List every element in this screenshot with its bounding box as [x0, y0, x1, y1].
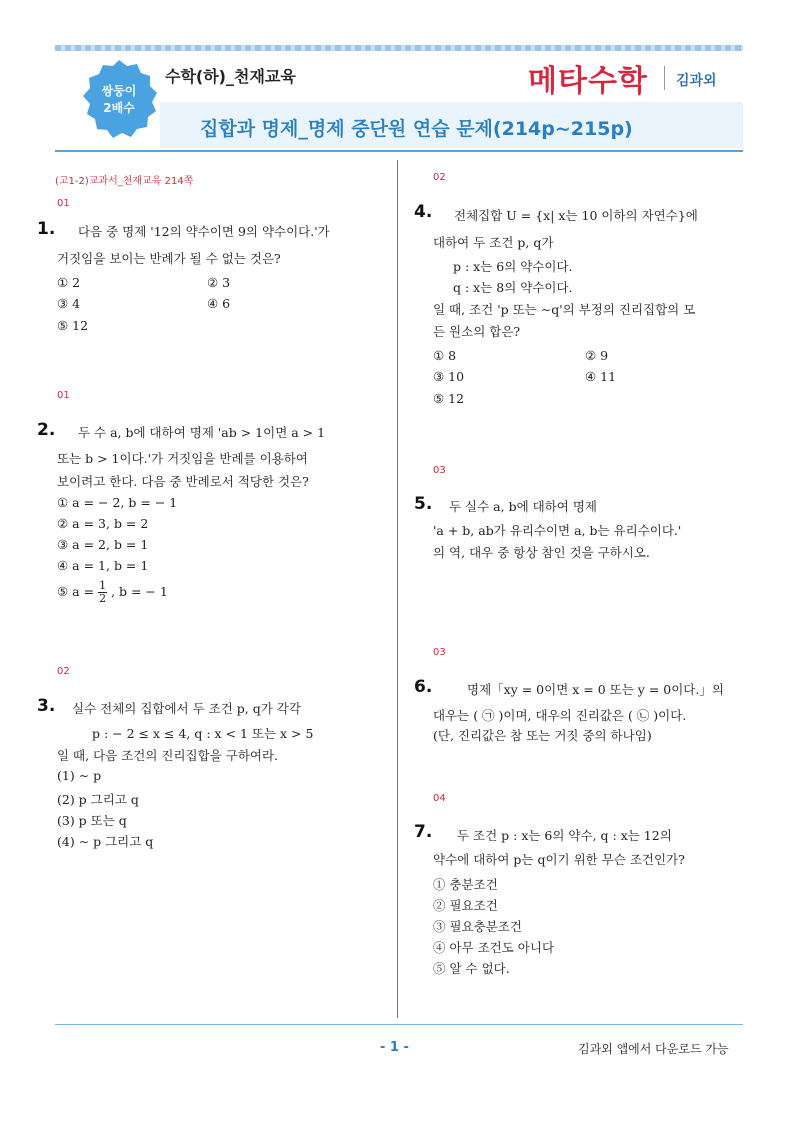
badge-line2: 2배수: [103, 101, 135, 115]
question-code: 04: [433, 793, 446, 804]
option: ③ 10: [433, 369, 465, 384]
question-text: p : − 2 ≤ x ≤ 4, q : x < 1 또는 x > 5: [92, 726, 314, 741]
question-code: 03: [433, 647, 446, 658]
question-text: 실수 전체의 집합에서 두 조건 p, q가 각각: [72, 701, 301, 716]
question-text: 대하여 두 조건 p, q가: [433, 235, 554, 250]
option: ④ a = 1, b = 1: [57, 558, 149, 573]
question-number: 7.: [414, 822, 433, 842]
option: (2) p 그리고 q: [57, 792, 139, 807]
fraction-numerator: 1: [99, 579, 107, 592]
option: (4) ∼ p 그리고 q: [57, 834, 154, 849]
option: ③ 필요충분조건: [433, 919, 522, 934]
option: ④ 11: [585, 369, 617, 384]
option: (1) ∼ p: [57, 768, 102, 783]
question-text: 일 때, 다음 조건의 진리집합을 구하여라.: [57, 748, 279, 763]
question-text: 전체집합 U = {x| x는 10 이하의 자연수}에: [454, 208, 698, 223]
question-text: 두 실수 a, b에 대하여 명제: [449, 499, 597, 514]
option: ⑤ 알 수 없다.: [433, 961, 510, 976]
question-text: 두 조건 p : x는 6의 약수, q : x는 12의: [457, 828, 672, 843]
brand-sublogo: 김과외: [676, 73, 717, 89]
question-text: 또는 b > 1이다.'가 거짓임을 반례를 이용하여: [57, 451, 308, 466]
fraction: [98, 580, 107, 605]
option: ① a = − 2, b = − 1: [57, 495, 178, 510]
option: ① 충분조건: [433, 877, 498, 892]
option-fraction: [57, 580, 168, 605]
question-text: 다음 중 명제 '12의 약수이면 9의 약수이다.'가: [78, 224, 330, 239]
header-stripe: [55, 45, 743, 51]
subject-label: 수학(하)_천재교육: [165, 67, 296, 86]
source-label: (고1-2)교과서_천재교육 214쪽: [55, 176, 194, 187]
question-text: 약수에 대하여 p는 q이기 위한 무슨 조건인가?: [433, 852, 685, 867]
option: ⑤ 12: [433, 391, 465, 406]
question-number: 5.: [414, 494, 433, 514]
question-code: 02: [433, 172, 446, 183]
question-text: 거짓임을 보이는 반례가 될 수 없는 것은?: [57, 251, 281, 266]
question-number: 4.: [414, 202, 433, 222]
page-title: 집합과 명제_명제 중단원 연습 문제(214p~215p): [200, 118, 633, 140]
question-text: 의 역, 대우 중 항상 참인 것을 구하시오.: [433, 545, 650, 560]
column-divider: [397, 160, 398, 1018]
question-text: 명제「xy = 0이면 x = 0 또는 y = 0이다.」의: [467, 682, 724, 697]
option-prefix: ⑤ a =: [57, 584, 95, 599]
question-number: 3.: [37, 696, 56, 716]
fraction-denominator: 2: [99, 592, 107, 605]
option-suffix: , b = − 1: [111, 584, 168, 599]
option: ⑤ 12: [57, 318, 89, 333]
option: ④ 아무 조건도 아니다: [433, 940, 555, 955]
question-number: 6.: [414, 677, 433, 697]
badge-line1: 쌍둥이: [101, 84, 137, 98]
question-code: 01: [57, 198, 70, 209]
question-text: q : x는 8의 약수이다.: [453, 280, 573, 295]
option: ② 3: [207, 275, 231, 290]
badge-seal: [78, 58, 160, 140]
option: ① 8: [433, 348, 457, 363]
logo-divider: [664, 66, 665, 90]
title-rule: [55, 150, 743, 152]
question-text: 일 때, 조건 'p 또는 ∼q'의 부정의 진리집합의 모: [433, 302, 696, 317]
question-text: 든 원소의 합은?: [433, 324, 521, 339]
page-number: - 1 -: [380, 1040, 409, 1055]
question-code: 02: [57, 666, 70, 677]
option: ② 9: [585, 348, 609, 363]
question-number: 2.: [37, 420, 56, 440]
question-text: 대우는 ( ㉠ )이며, 대우의 진리값은 ( ㉡ )이다.: [433, 708, 687, 723]
question-text: (단, 진리값은 참 또는 거짓 중의 하나임): [433, 728, 652, 743]
option: ① 2: [57, 275, 81, 290]
footer-note: 김과외 앱에서 다운로드 가능: [578, 1042, 729, 1056]
question-code: 03: [433, 465, 446, 476]
option: ④ 6: [207, 296, 231, 311]
option: ② 필요조건: [433, 898, 498, 913]
question-number: 1.: [37, 219, 56, 239]
question-code: 01: [57, 390, 70, 401]
question-text: 보이려고 한다. 다음 중 반례로서 적당한 것은?: [57, 474, 309, 489]
brand-logo: 메타수학: [528, 64, 648, 99]
question-text: 'a + b, ab가 유리수이면 a, b는 유리수이다.': [433, 523, 682, 538]
option: ② a = 3, b = 2: [57, 516, 149, 531]
option: ③ 4: [57, 296, 81, 311]
question-text: p : x는 6의 약수이다.: [453, 259, 573, 274]
footer-rule: [55, 1024, 743, 1025]
option: (3) p 또는 q: [57, 813, 127, 828]
question-text: 두 수 a, b에 대하여 명제 'ab > 1이면 a > 1: [78, 425, 326, 440]
option: ③ a = 2, b = 1: [57, 537, 149, 552]
